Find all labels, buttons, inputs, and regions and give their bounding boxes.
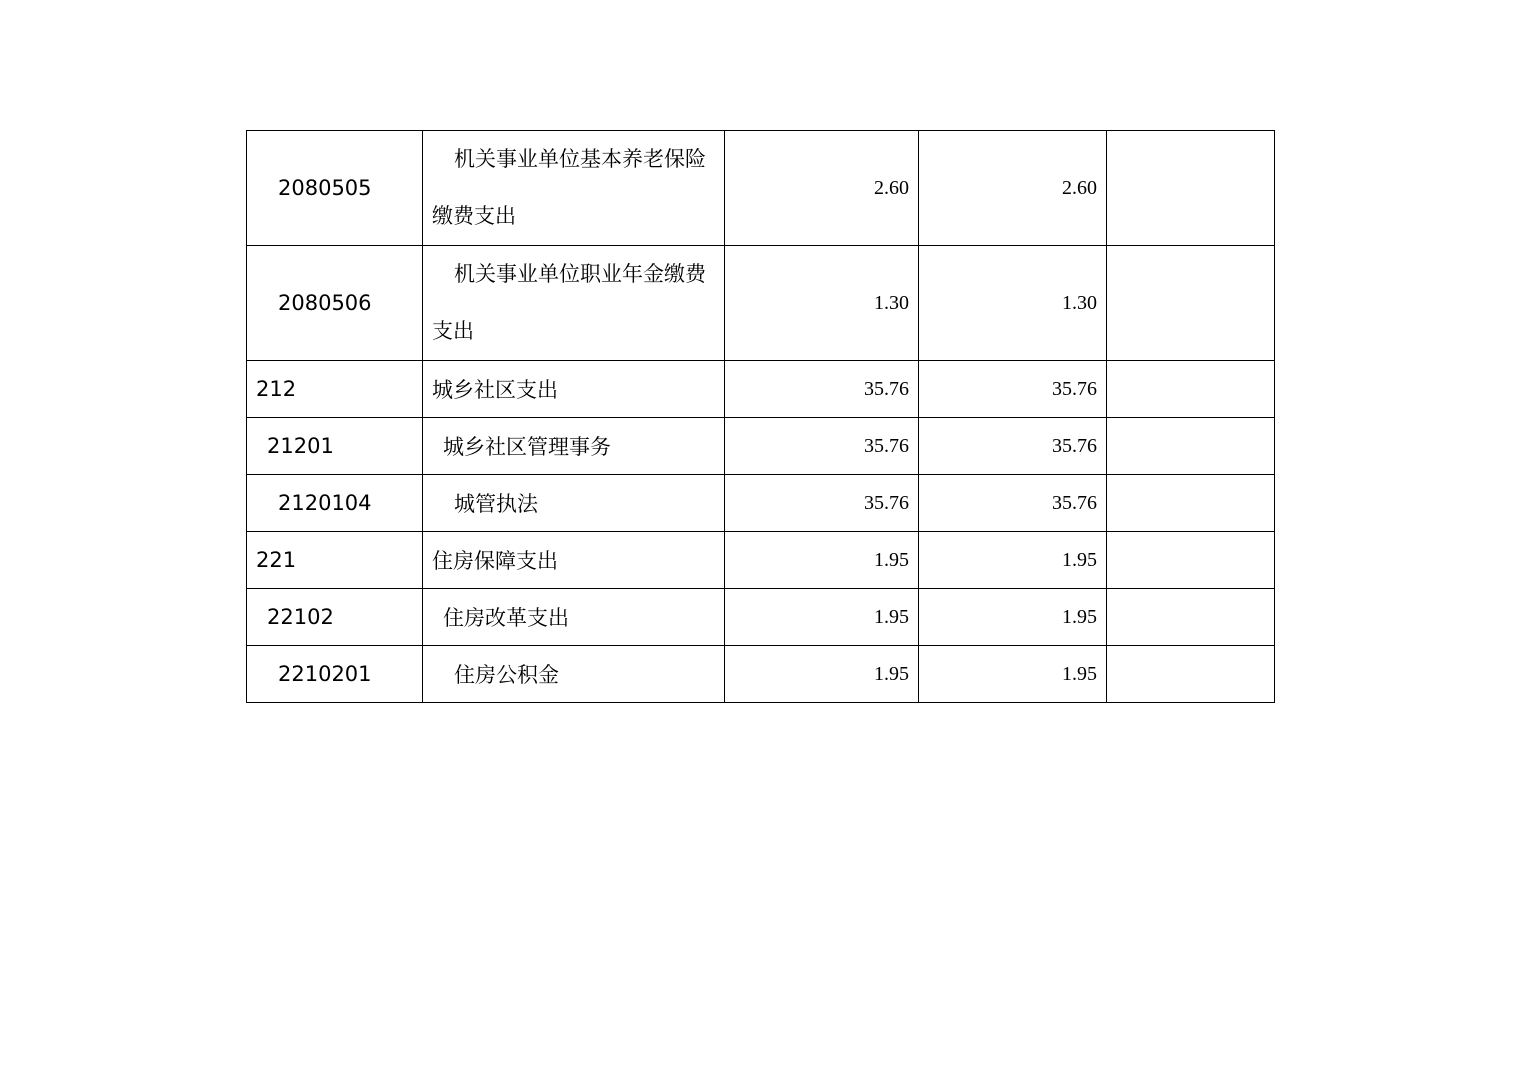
subject-name: 住房改革支出 bbox=[423, 589, 725, 646]
total-amount: 1.30 bbox=[725, 246, 919, 361]
basic-amount: 1.30 bbox=[919, 246, 1107, 361]
total-amount: 35.76 bbox=[725, 418, 919, 475]
subject-name: 城乡社区支出 bbox=[423, 361, 725, 418]
project-amount bbox=[1107, 589, 1275, 646]
basic-amount: 1.95 bbox=[919, 646, 1107, 703]
subject-code: 21201 bbox=[247, 418, 423, 475]
subject-name: 城管执法 bbox=[423, 475, 725, 532]
total-amount: 2.60 bbox=[725, 131, 919, 246]
basic-amount: 35.76 bbox=[919, 361, 1107, 418]
basic-amount: 35.76 bbox=[919, 475, 1107, 532]
project-amount bbox=[1107, 361, 1275, 418]
subject-code: 22102 bbox=[247, 589, 423, 646]
total-amount: 1.95 bbox=[725, 589, 919, 646]
table-row bbox=[247, 361, 1275, 418]
subject-code: 212 bbox=[247, 361, 423, 418]
table-row bbox=[247, 475, 1275, 532]
project-amount bbox=[1107, 646, 1275, 703]
project-amount bbox=[1107, 532, 1275, 589]
subject-name: 机关事业单位基本养老保险缴费支出 bbox=[423, 131, 725, 246]
table-row bbox=[247, 589, 1275, 646]
total-amount: 1.95 bbox=[725, 532, 919, 589]
subject-code: 2210201 bbox=[247, 646, 423, 703]
total-amount: 1.95 bbox=[725, 646, 919, 703]
table-row bbox=[247, 418, 1275, 475]
table-row bbox=[247, 246, 1275, 361]
project-amount bbox=[1107, 246, 1275, 361]
subject-code: 2120104 bbox=[247, 475, 423, 532]
basic-amount: 1.95 bbox=[919, 589, 1107, 646]
subject-name: 机关事业单位职业年金缴费支出 bbox=[423, 246, 725, 361]
project-amount bbox=[1107, 131, 1275, 246]
subject-name: 住房保障支出 bbox=[423, 532, 725, 589]
table-row bbox=[247, 131, 1275, 246]
project-amount bbox=[1107, 475, 1275, 532]
total-amount: 35.76 bbox=[725, 361, 919, 418]
subject-name: 住房公积金 bbox=[423, 646, 725, 703]
table-row bbox=[247, 532, 1275, 589]
basic-amount: 1.95 bbox=[919, 532, 1107, 589]
project-amount bbox=[1107, 418, 1275, 475]
budget-expenditure-table bbox=[246, 130, 1275, 703]
basic-amount: 2.60 bbox=[919, 131, 1107, 246]
total-amount: 35.76 bbox=[725, 475, 919, 532]
table-row bbox=[247, 646, 1275, 703]
subject-name: 城乡社区管理事务 bbox=[423, 418, 725, 475]
subject-code: 2080506 bbox=[247, 246, 423, 361]
subject-code: 221 bbox=[247, 532, 423, 589]
basic-amount: 35.76 bbox=[919, 418, 1107, 475]
subject-code: 2080505 bbox=[247, 131, 423, 246]
